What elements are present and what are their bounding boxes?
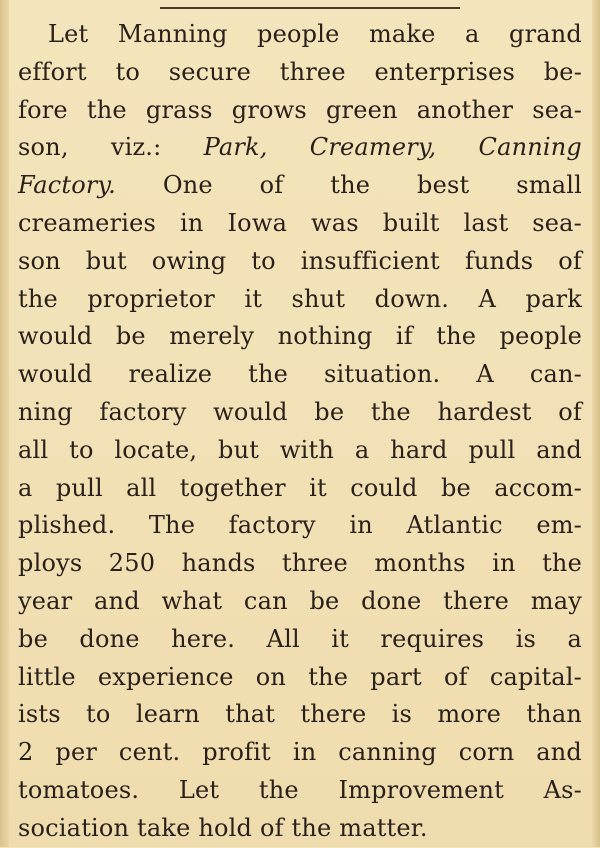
article-line: sociation take hold of the matter. <box>18 813 428 842</box>
paper-edge-left <box>0 0 9 847</box>
article-line: plished. The factory in Atlantic em- <box>18 511 582 540</box>
article-line: year and what can be done there may <box>18 586 582 615</box>
article-text: One of the best small <box>115 171 582 200</box>
article-line: would realize the situation. A can- <box>18 360 582 389</box>
article-line: little experience on the part of capital- <box>18 662 582 691</box>
paper-edge-right <box>592 0 600 847</box>
article-line: Let Manning people make a grand <box>48 20 582 48</box>
article-text: son, viz.: <box>18 133 204 162</box>
article-line: fore the grass grows green another sea- <box>18 95 582 124</box>
article-line: creameries in Iowa was built last sea- <box>18 208 582 237</box>
article-line: 2 per cent. profit in canning corn and <box>18 738 582 767</box>
article-line: ning factory would be the hardest of <box>18 397 582 426</box>
article-line: effort to secure three enterprises be- <box>18 57 582 86</box>
article-line <box>18 167 582 205</box>
article-italic-text: Factory. <box>18 171 116 200</box>
article-line: tomatoes. Let the Improvement As- <box>18 775 582 804</box>
column-rule <box>160 7 460 9</box>
article-line: the proprietor it shut down. A park <box>18 284 582 313</box>
article-line: all to locate, but with a hard pull and <box>18 435 582 464</box>
article-line: be done here. All it requires is a <box>18 624 582 653</box>
article-italic-text: Park, Creamery, Canning <box>203 133 582 162</box>
article-line: ploys 250 hands three months in the <box>18 549 582 578</box>
article-line: a pull all together it could be accom- <box>18 473 582 502</box>
article-line: would be merely nothing if the people <box>18 322 582 351</box>
article-body <box>18 16 582 848</box>
article-line: ists to learn that there is more than <box>18 700 582 729</box>
article-line: son but owing to insufficient funds of <box>18 246 582 275</box>
article-line <box>18 129 582 167</box>
